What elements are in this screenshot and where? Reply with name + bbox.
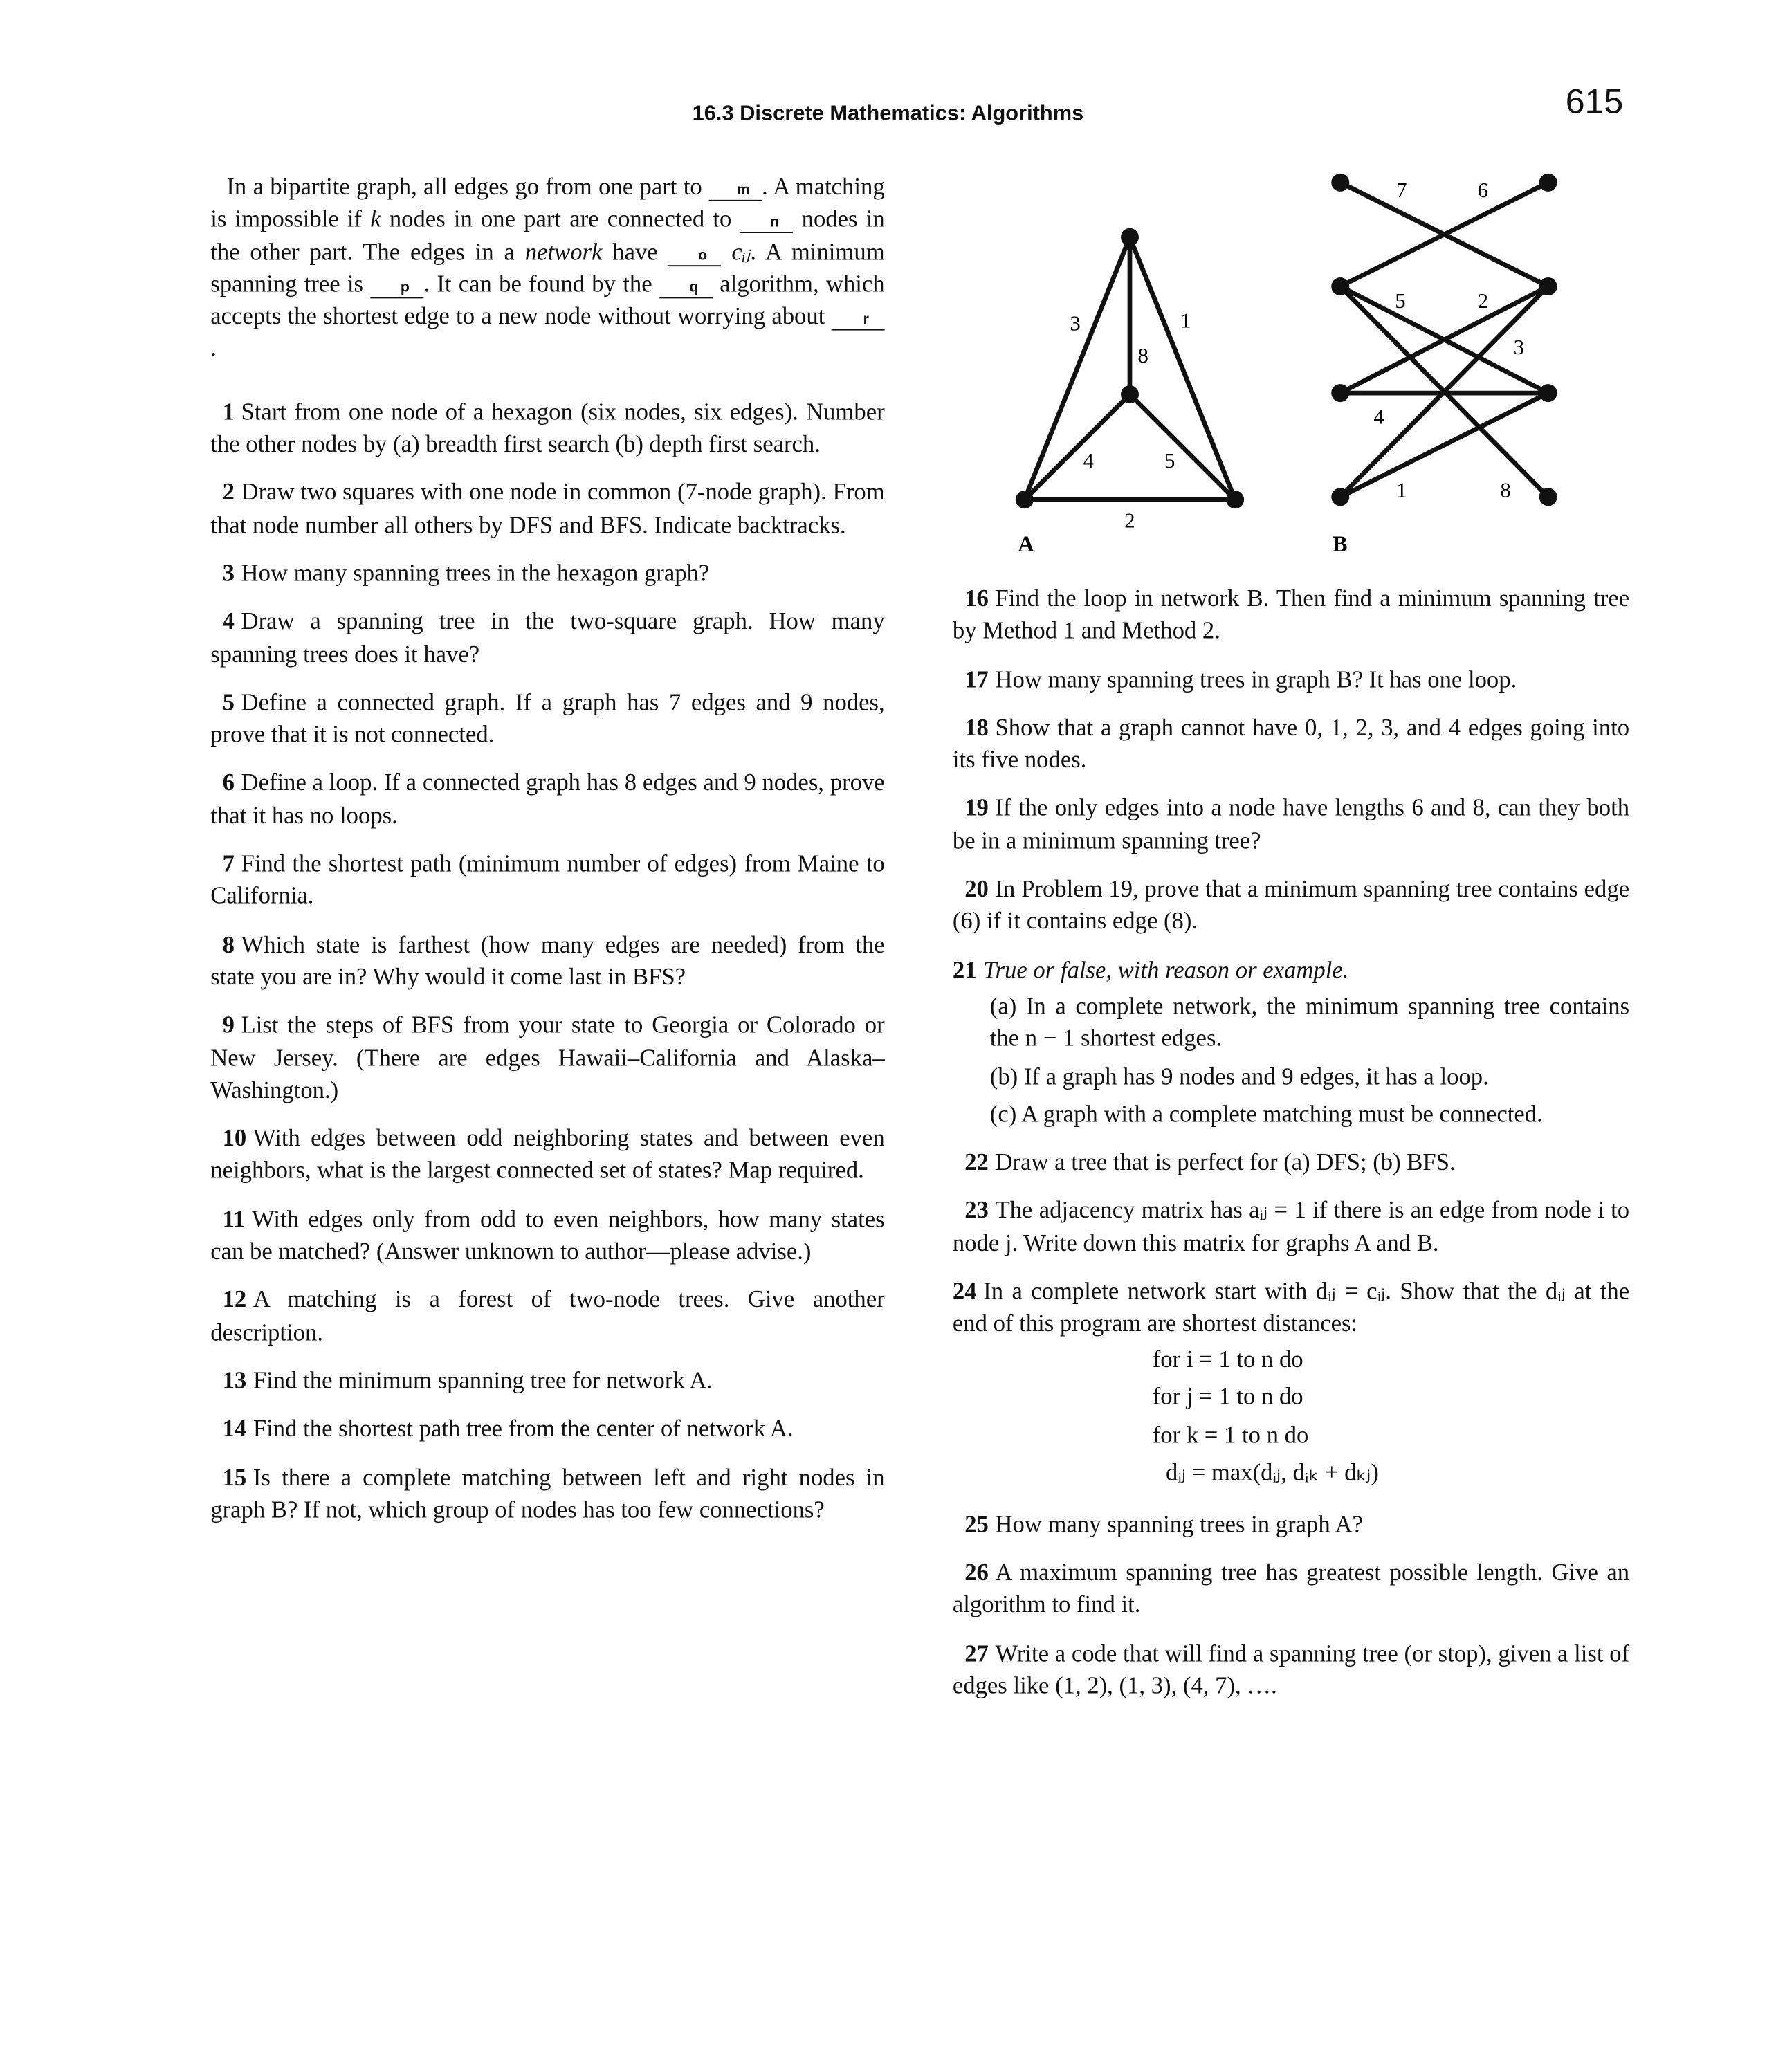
problem-number: 13	[222, 1366, 247, 1394]
problem-text: Find the shortest path (minimum number of edges) from Maine to California.	[210, 850, 885, 909]
node	[1541, 491, 1555, 504]
problem-number: 8	[222, 930, 235, 957]
problem-11	[210, 1202, 884, 1267]
problem-number: 12	[222, 1285, 247, 1313]
node	[1334, 279, 1347, 293]
node	[1541, 386, 1555, 399]
problem-number: 18	[964, 713, 989, 741]
problem-text: With edges between odd neighboring states and between even neighbors, what is the largest connected set of states? Map required.	[210, 1124, 885, 1184]
problem-text: True or false, with reason or example.	[983, 956, 1349, 983]
problem-26	[953, 1556, 1629, 1621]
problem-21	[953, 953, 1629, 1130]
problem-14	[210, 1413, 884, 1445]
problem-number: 7	[222, 850, 235, 877]
problem-list	[953, 1507, 1629, 1701]
problem-number: 27	[964, 1639, 989, 1667]
blank-p: p	[370, 278, 423, 298]
problem-text: List the steps of BFS from your state to Georgia or Colorado or New Jersey. (There are edges Hawaii–California and Alaska–Washington.)	[210, 1011, 885, 1103]
text: .	[210, 335, 217, 362]
problem-20	[953, 872, 1629, 937]
sub-item: (b) If a graph has 9 nodes and 9 edges, it has a loop.	[989, 1062, 1489, 1090]
problem-27	[953, 1637, 1629, 1702]
text: nodes in the other part. The edges in a	[210, 205, 885, 265]
text: network	[524, 237, 603, 265]
problem-15	[210, 1461, 884, 1526]
sub-item: (c) A graph with a complete matching must be connected.	[989, 1100, 1543, 1127]
problem-number: 3	[222, 559, 235, 587]
problem-5	[210, 686, 884, 751]
network-a	[1018, 230, 1242, 506]
problem-number: 11	[222, 1205, 246, 1232]
problem-number: 23	[964, 1197, 989, 1224]
edge-label: 2	[1124, 508, 1135, 533]
text: . A matching is impossible if	[210, 173, 885, 232]
edge-label: 8	[1137, 343, 1148, 367]
text: nodes in one part are connected to	[381, 205, 740, 232]
problem-number: 6	[222, 769, 235, 796]
node	[1228, 493, 1241, 506]
problem-text: Write a code that will find a spanning tree (or stop), given a list of edges like (1, 2), (1, 3), (4, 7), ….	[952, 1639, 1630, 1698]
problem-13	[210, 1364, 884, 1397]
problem-number: 16	[964, 585, 989, 612]
problem-number: 22	[964, 1148, 989, 1175]
algorithm-listing	[1153, 1340, 1629, 1492]
text: In a bipartite graph, all edges go from one part to	[226, 173, 709, 200]
problem-24	[953, 1275, 1629, 1492]
node	[1541, 279, 1555, 293]
text: have	[602, 237, 668, 265]
blank-r: r	[832, 311, 885, 331]
problem-text: Define a connected graph. If a graph has 7 edges and 9 nodes, prove that it is not connected.	[210, 688, 885, 748]
problem-text: Is there a complete matching between left and right nodes in graph B? If not, which group of nodes has too few connections?	[210, 1463, 885, 1523]
edge-label: 7	[1396, 178, 1407, 203]
problem-number: 24	[952, 1277, 977, 1305]
problem-text: A maximum spanning tree has greatest possible length. Give an algorithm to find it.	[952, 1558, 1630, 1618]
problem-16	[953, 583, 1629, 648]
text: . It can be found by the	[423, 270, 659, 297]
code-line: for j = 1 to n do	[1152, 1383, 1303, 1410]
problem-text: Draw a tree that is perfect for (a) DFS; (b) BFS.	[995, 1148, 1456, 1175]
text: cᵢⱼ	[721, 237, 751, 265]
problem-number: 5	[222, 688, 235, 715]
page-number: 615	[1565, 81, 1624, 122]
text: k	[370, 205, 381, 232]
problem-text: Find the shortest path tree from the center of network A.	[253, 1415, 794, 1442]
node	[1123, 230, 1136, 244]
figure-label-a: A	[1018, 532, 1034, 558]
problem-4	[210, 605, 884, 670]
problem-text: Start from one node of a hexagon (six nodes, six edges). Number the other nodes by (a) breadth first search (b) depth first search.	[210, 398, 885, 457]
node	[1334, 491, 1347, 504]
edge-label: 3	[1070, 311, 1081, 336]
problem-9	[210, 1009, 884, 1106]
problem-text: Draw a spanning tree in the two-square graph. How many spanning trees does it have?	[210, 607, 885, 667]
problem-text: How many spanning trees in the hexagon graph?	[241, 559, 710, 587]
problem-text: A matching is a forest of two-node trees. Give another description.	[210, 1285, 885, 1346]
problem-23	[953, 1194, 1629, 1259]
blank-o: o	[668, 246, 722, 266]
problem-19	[953, 792, 1629, 857]
problem-22	[953, 1146, 1629, 1178]
problem-6	[210, 767, 884, 832]
problem-18	[953, 711, 1629, 776]
problem-text: How many spanning trees in graph A?	[995, 1510, 1363, 1537]
edge-label: 4	[1083, 448, 1094, 473]
code-line: for i = 1 to n do	[1152, 1345, 1303, 1372]
problem-number: 15	[222, 1463, 247, 1490]
right-column	[953, 583, 1629, 1718]
problem-number: 19	[964, 794, 989, 822]
blank-n: n	[740, 214, 793, 234]
edge	[1130, 237, 1235, 499]
edge-label: 5	[1395, 288, 1406, 313]
problem-17	[953, 663, 1629, 695]
problem-text: With edges only from odd to even neighbors, how many states can be matched? (Answer unknown to author—please advise.)	[210, 1205, 885, 1265]
node	[1334, 176, 1347, 189]
running-header: 16.3 Discrete Mathematics: Algorithms	[692, 102, 1084, 126]
blank-m: m	[708, 181, 762, 201]
code-line: dᵢⱼ = max(dᵢⱼ, dᵢₖ + dₖⱼ)	[1165, 1458, 1379, 1486]
problem-text: Find the minimum spanning tree for network A.	[253, 1366, 713, 1394]
code-line: for k = 1 to n do	[1152, 1421, 1309, 1448]
problem-text: Find the loop in network B. Then find a minimum spanning tree by Method 1 and Method 2.	[952, 585, 1630, 644]
problem-number: 14	[222, 1415, 247, 1442]
node	[1123, 387, 1136, 401]
problem-12	[210, 1283, 884, 1348]
problem-number: 9	[222, 1011, 235, 1038]
problem-text: Draw two squares with one node in common (7-node graph). From that node number all others by DFS and BFS. Indicate backtracks.	[210, 479, 885, 538]
node	[1541, 176, 1555, 189]
problem-text: The adjacency matrix has aᵢⱼ = 1 if there is an edge from node i to node j. Write down this matrix for graphs A and B.	[952, 1197, 1630, 1256]
problem-number: 17	[964, 666, 989, 693]
problem-list	[953, 583, 1629, 938]
edge	[1340, 393, 1548, 497]
problem-10	[210, 1122, 884, 1187]
problem-text: In Problem 19, prove that a minimum spanning tree contains edge (6) if it contains edge (8).	[952, 875, 1630, 935]
problem-text: How many spanning trees in graph B? It has one loop.	[995, 666, 1517, 693]
text: algorithm, which accepts the shortest edge to a new node without worrying about	[210, 270, 885, 330]
text: . A minimum spanning tree is	[210, 237, 885, 297]
problem-text: Which state is farthest (how many edges are needed) from the state you are in? Why would it come last in BFS?	[210, 930, 885, 990]
node	[1334, 386, 1347, 399]
figure-label-b: B	[1332, 532, 1348, 558]
problem-text: In a complete network start with dᵢⱼ = cᵢⱼ. Show that the dᵢⱼ at the end of this program are shortest distances:	[952, 1277, 1630, 1337]
problem-8	[210, 928, 884, 993]
node	[1018, 493, 1031, 506]
edge-label: 6	[1477, 178, 1489, 203]
problem-7	[210, 847, 884, 913]
problem-text: If the only edges into a node have lengths 6 and 8, can they both be in a minimum spanning tree?	[952, 794, 1630, 854]
edge-label: 5	[1164, 448, 1175, 473]
problem-number: 1	[222, 398, 235, 425]
edge	[1025, 394, 1130, 499]
edge-label: 1	[1180, 309, 1191, 333]
problem-number: 26	[964, 1558, 989, 1586]
problem-list	[953, 1146, 1629, 1258]
edge-label: 4	[1373, 405, 1384, 429]
problem-25	[953, 1507, 1629, 1540]
problem-number: 21	[952, 956, 977, 983]
problem-number: 4	[222, 607, 235, 635]
problem-text: Define a loop. If a connected graph has 8 edges and 9 nodes, prove that it has no loops.	[210, 769, 885, 829]
blank-q: q	[659, 278, 713, 298]
edge-label: 8	[1500, 478, 1511, 502]
edge-label: 3	[1513, 336, 1525, 360]
edge	[1025, 237, 1130, 499]
sub-item: (a) In a complete network, the minimum spanning tree contains the n − 1 shortest edges.	[989, 992, 1630, 1052]
network-figures	[0, 0, 1776, 573]
edge-label: 1	[1396, 478, 1407, 502]
edge	[1130, 394, 1235, 499]
problem-number: 25	[964, 1510, 989, 1537]
problem-number: 20	[964, 875, 989, 902]
edge-label: 2	[1477, 288, 1489, 313]
problem-text: Show that a graph cannot have 0, 1, 2, 3, and 4 edges going into its five nodes.	[952, 713, 1630, 773]
problem-number: 10	[222, 1124, 247, 1152]
problem-number: 2	[222, 479, 235, 506]
